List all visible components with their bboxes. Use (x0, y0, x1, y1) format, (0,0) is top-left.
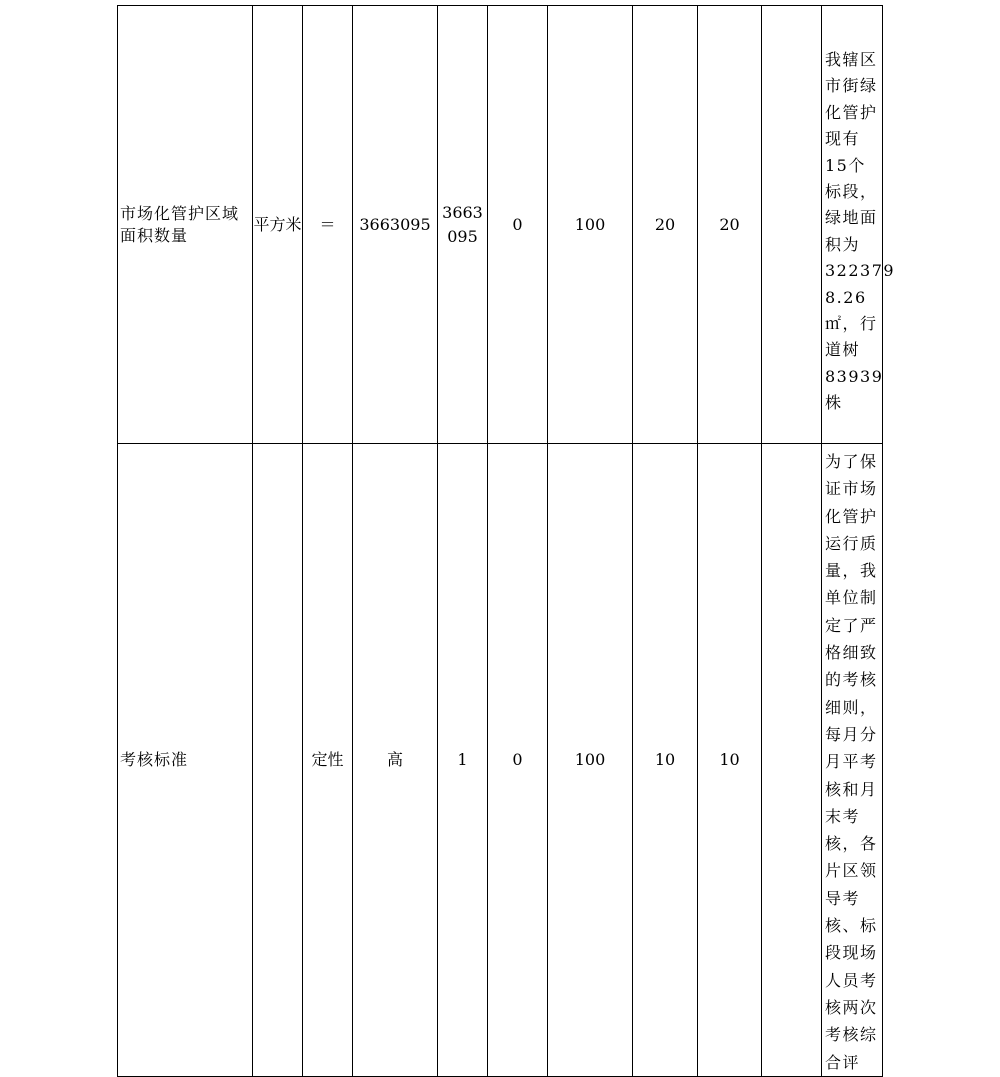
note-line: 细则， (825, 697, 878, 717)
note-line: 标段， (825, 181, 878, 201)
note-line: 为了保 (825, 452, 878, 471)
value-cell: 100 (548, 6, 633, 444)
note-line: 绿地面 (825, 208, 878, 228)
note-line: 现有 (825, 129, 861, 149)
note-line: 单位制 (825, 588, 878, 608)
note-line: ㎡，行 (825, 313, 878, 333)
note-line: 83939 (825, 366, 884, 386)
note-line: 市街绿 (825, 76, 878, 96)
note-line: 段现场 (825, 943, 878, 963)
note-line: 8.26 (825, 287, 867, 307)
note-line: 每月分 (825, 724, 878, 744)
indicator-cell: 市场化管护区域面积数量 (118, 6, 253, 444)
note-line: 合评 (825, 1052, 861, 1072)
note-line: 导考 (825, 888, 861, 908)
note-line: 末考 (825, 806, 861, 826)
note-line: 15个 (825, 155, 866, 175)
note-line: 积为 (825, 234, 861, 254)
note-line: 的考核 (825, 670, 878, 690)
note-line: 我辖区 (825, 50, 878, 69)
performance-table (117, 5, 896, 1077)
note-line: 322379 (825, 261, 896, 281)
operator-cell: 定性 (303, 444, 353, 1077)
value-cell: 0 (488, 444, 548, 1077)
note-cell (822, 444, 883, 1077)
actual-value-cell: 1 (438, 444, 488, 1077)
note-cell (822, 6, 896, 444)
table-row (118, 444, 883, 1077)
note-line: 株 (825, 393, 843, 413)
value-cell: 100 (548, 444, 633, 1077)
value-cell: 0 (488, 6, 548, 444)
empty-cell (762, 444, 822, 1077)
note-line: 化管护 (825, 102, 878, 122)
value-cell: 10 (698, 444, 762, 1077)
note-line: 道树 (825, 340, 861, 360)
note-line: 核、标 (825, 916, 878, 936)
note-line: 片区领 (825, 861, 878, 881)
note-line: 格细致 (825, 643, 878, 663)
note-line: 人员考 (825, 970, 878, 990)
note-line: 证市场 (825, 479, 878, 499)
note-line: 考核综 (825, 1025, 878, 1045)
unit-cell (253, 444, 303, 1077)
empty-cell (762, 6, 822, 444)
note-line: 核和月 (825, 779, 878, 799)
note-line: 核两次 (825, 997, 878, 1017)
note-line: 量，我 (825, 561, 878, 581)
note-line: 核，各 (825, 834, 878, 854)
target-value-cell: 3663095 (353, 6, 438, 444)
note-line: 运行质 (825, 533, 878, 553)
value-cell: 20 (698, 6, 762, 444)
target-value-cell: 高 (353, 444, 438, 1077)
value-cell: 20 (633, 6, 698, 444)
indicator-cell: 考核标准 (118, 444, 253, 1077)
value-cell: 10 (633, 444, 698, 1077)
note-line: 定了严 (825, 615, 878, 635)
note-line: 月平考 (825, 752, 878, 772)
note-line: 化管护 (825, 506, 878, 526)
table-row (118, 6, 883, 444)
operator-cell: ＝ (303, 6, 353, 444)
unit-cell: 平方米 (253, 6, 303, 444)
actual-value-cell: 3663095 (438, 6, 488, 444)
